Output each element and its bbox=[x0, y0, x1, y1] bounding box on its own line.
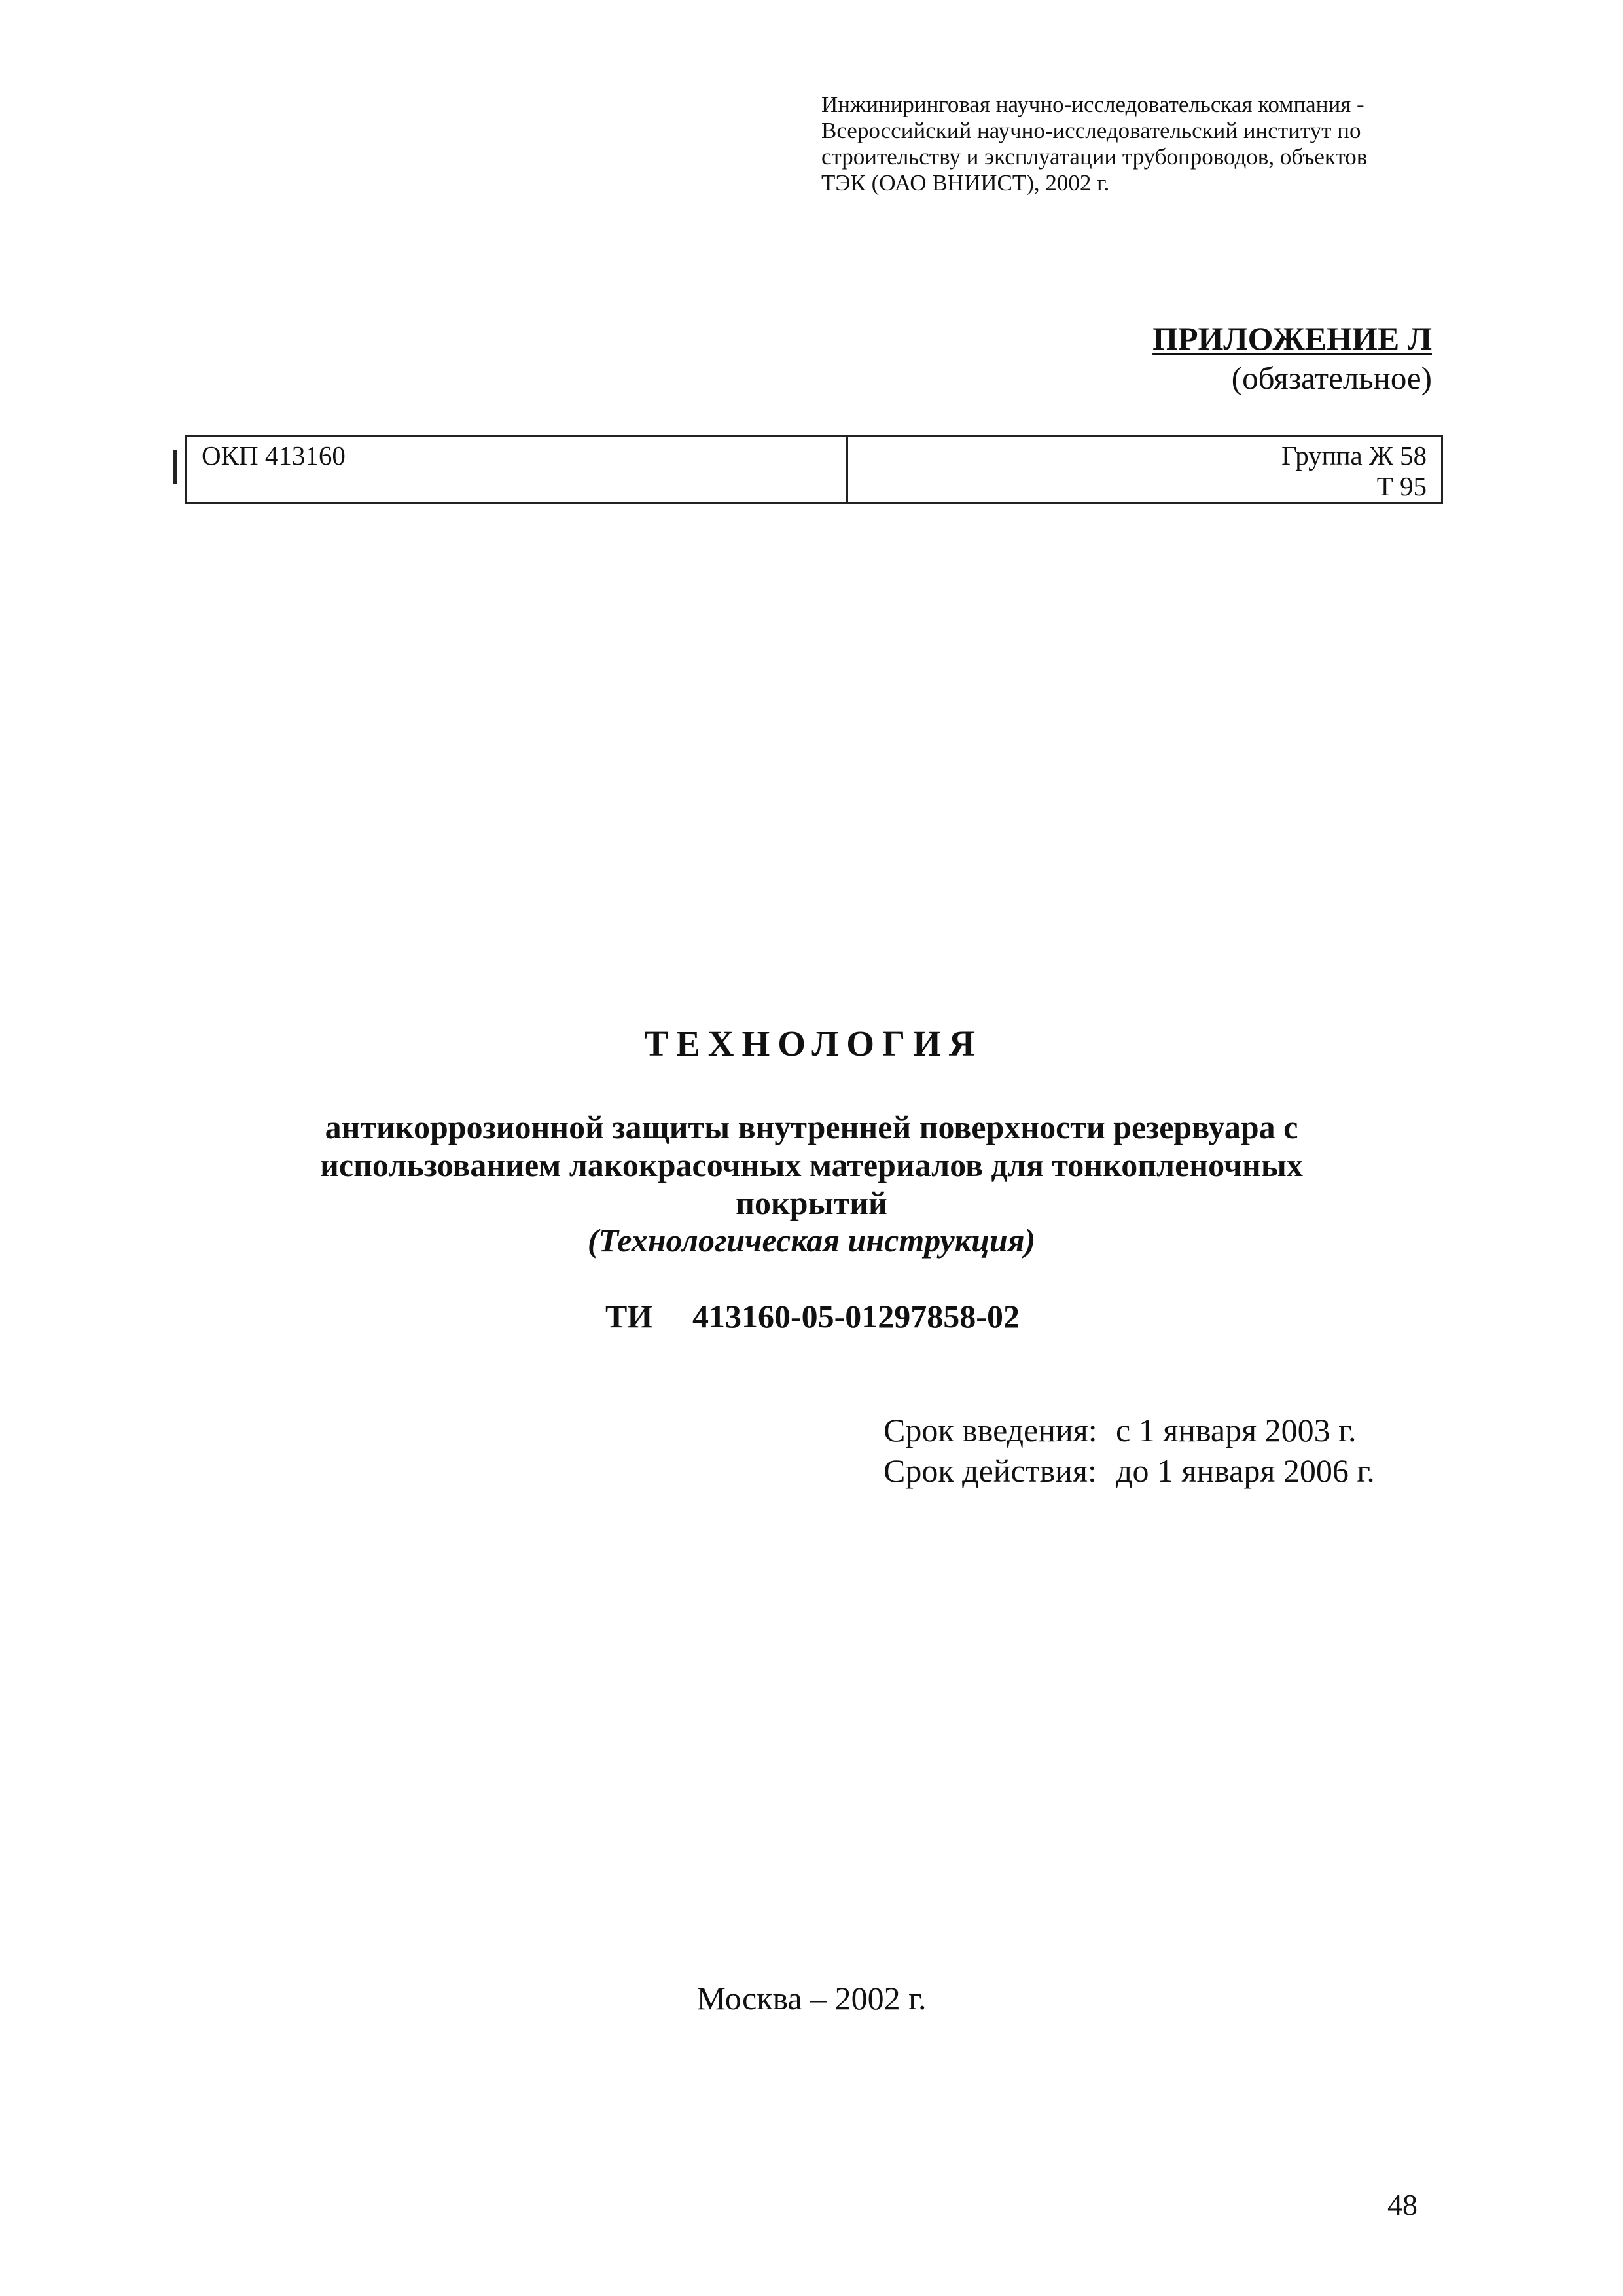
document-code: 413160-05-01297858-02 bbox=[692, 1298, 1020, 1335]
end-date-label: Срок действия: bbox=[883, 1452, 1097, 1489]
classification-box bbox=[185, 435, 1443, 504]
start-date-label: Срок введения: bbox=[883, 1412, 1097, 1448]
end-date-value: до 1 января 2006 г. bbox=[1116, 1452, 1375, 1489]
subtitle-line: покрытий bbox=[736, 1185, 887, 1221]
classification-divider bbox=[846, 437, 848, 502]
group-code-secondary: Т 95 bbox=[1376, 471, 1427, 501]
organization-line: Инжиниринговая научно-исследовательская компания - bbox=[821, 92, 1364, 117]
organization-line: ТЭК (ОАО ВНИИСТ), 2002 г. bbox=[821, 170, 1110, 196]
organization-header bbox=[821, 92, 1443, 196]
end-date-row bbox=[883, 1450, 1375, 1491]
appendix-note: (обязательное) bbox=[1231, 360, 1432, 396]
document-kind: (Технологическая инструкция) bbox=[587, 1222, 1036, 1259]
okp-code: ОКП 413160 bbox=[202, 440, 346, 471]
start-date-row bbox=[883, 1410, 1375, 1450]
page-number: 48 bbox=[1387, 2188, 1418, 2221]
document-subtitle bbox=[0, 1108, 1623, 1222]
margin-mark bbox=[173, 450, 177, 484]
city-year: Москва – 2002 г. bbox=[696, 1980, 927, 2017]
document-title: ТЕХНОЛОГИЯ bbox=[644, 1024, 983, 1064]
appendix-title: ПРИЛОЖЕНИЕ Л bbox=[1152, 320, 1432, 357]
validity-dates bbox=[883, 1410, 1375, 1491]
group-code: Группа Ж 58 bbox=[1281, 440, 1427, 471]
start-date-value: с 1 января 2003 г. bbox=[1116, 1412, 1357, 1448]
subtitle-line: использованием лакокрасочных материалов для тонкопленочных bbox=[320, 1147, 1303, 1183]
subtitle-line: антикоррозионной защиты внутренней поверхности резервуара с bbox=[325, 1109, 1298, 1145]
document-code-label: ТИ bbox=[605, 1298, 653, 1335]
organization-line: строительству и эксплуатации трубопроводов, объектов bbox=[821, 144, 1368, 170]
organization-line: Всероссийский научно-исследовательский институт по bbox=[821, 118, 1361, 143]
